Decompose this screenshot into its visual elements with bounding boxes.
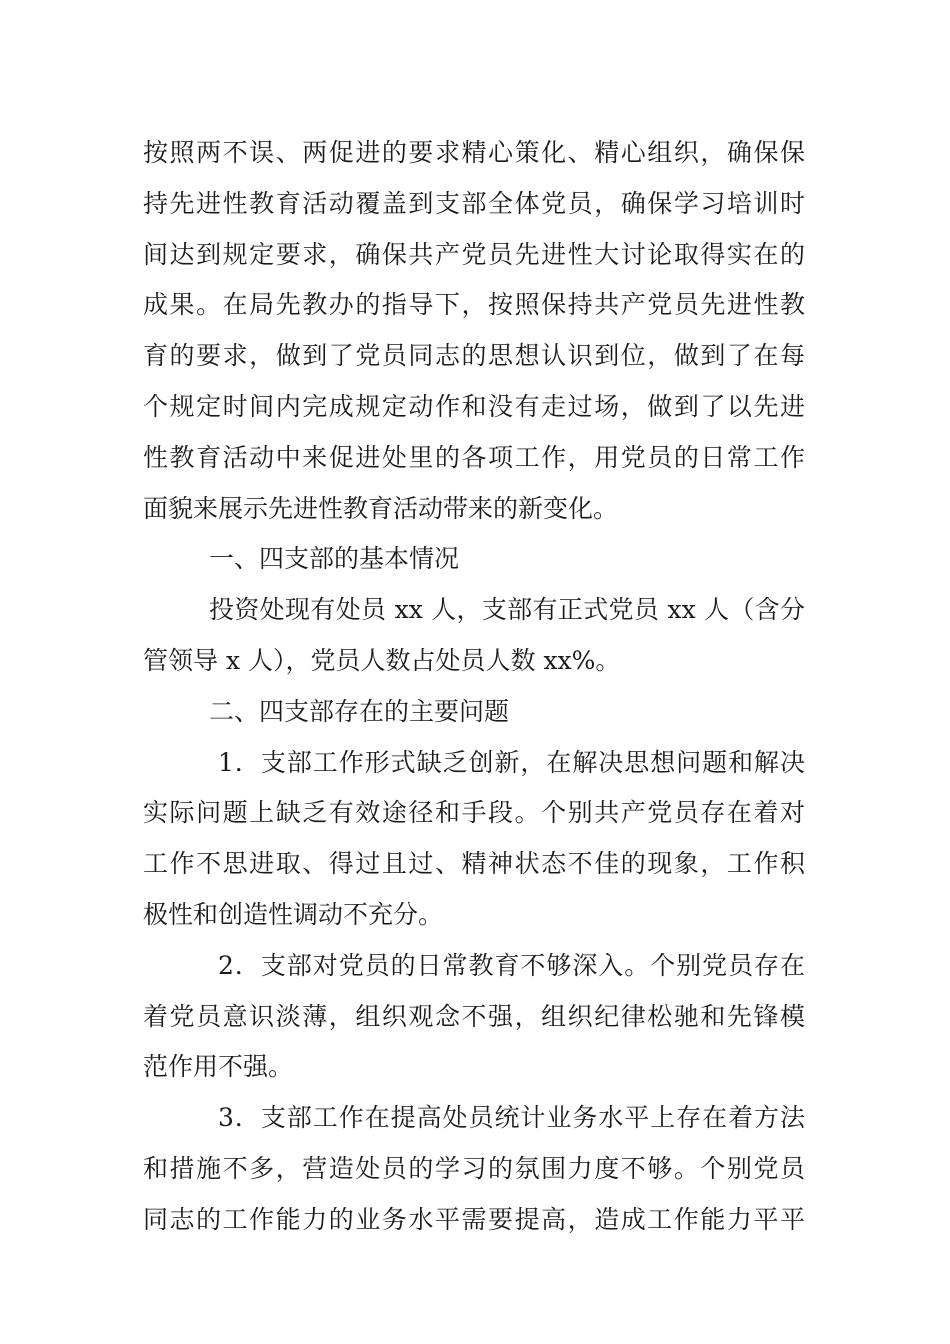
text-line: 投资处现有处员 xx 人，支部有正式党员 xx 人（含分 bbox=[209, 595, 805, 625]
text-line: 和措施不多，营造处员的学习的氛围力度不够。个别党员 bbox=[143, 1153, 805, 1183]
text-line: 管领导 x 人），党员人数占处员人数 xx%。 bbox=[143, 645, 621, 675]
text-line: 成果。在局先教办的指导下，按照保持共产党员先进性教 bbox=[143, 290, 805, 320]
text-line: 着党员意识淡薄，组织观念不强，组织纪律松驰和先锋模 bbox=[143, 1001, 805, 1031]
text-line: 持先进性教育活动覆盖到支部全体党员，确保学习培训时 bbox=[143, 188, 805, 218]
text-line: 按照两不误、两促进的要求精心策化、精心组织，确保保 bbox=[143, 138, 805, 167]
text-line: 性教育活动中来促进处里的各项工作，用党员的日常工作 bbox=[143, 442, 805, 472]
document-body bbox=[143, 128, 805, 1246]
text-line: 面貌来展示先进性教育活动带来的新变化。 bbox=[143, 493, 619, 523]
list-item-2-start: 2．支部对党员的日常教育不够深入。个别党员存在 bbox=[218, 950, 805, 980]
list-item-3-start: 3．支部工作在提高处员统计业务水平上存在着方法 bbox=[218, 1103, 805, 1133]
text-line: 育的要求，做到了党员同志的思想认识到位，做到了在每 bbox=[143, 341, 805, 371]
list-item-1-start: 1．支部工作形式缺乏创新，在解决思想问题和解决 bbox=[218, 747, 805, 777]
text-line: 间达到规定要求，确保共产党员先进性大讨论取得实在的 bbox=[143, 239, 805, 269]
section-heading-2: 二、四支部存在的主要问题 bbox=[209, 696, 510, 726]
text-line: 同志的工作能力的业务水平需要提高，造成工作能力平平 bbox=[143, 1204, 805, 1234]
text-line: 工作不思进取、得过且过、精神状态不佳的现象，工作积 bbox=[143, 849, 805, 879]
text-line: 范作用不强。 bbox=[143, 1052, 294, 1082]
text-line: 个规定时间内完成规定动作和没有走过场，做到了以先进 bbox=[143, 391, 805, 421]
text-line: 实际问题上缺乏有效途径和手段。个别共产党员存在着对 bbox=[143, 798, 805, 828]
text-line: 极性和创造性调动不充分。 bbox=[143, 899, 444, 929]
section-heading-1: 一、四支部的基本情况 bbox=[209, 544, 460, 574]
